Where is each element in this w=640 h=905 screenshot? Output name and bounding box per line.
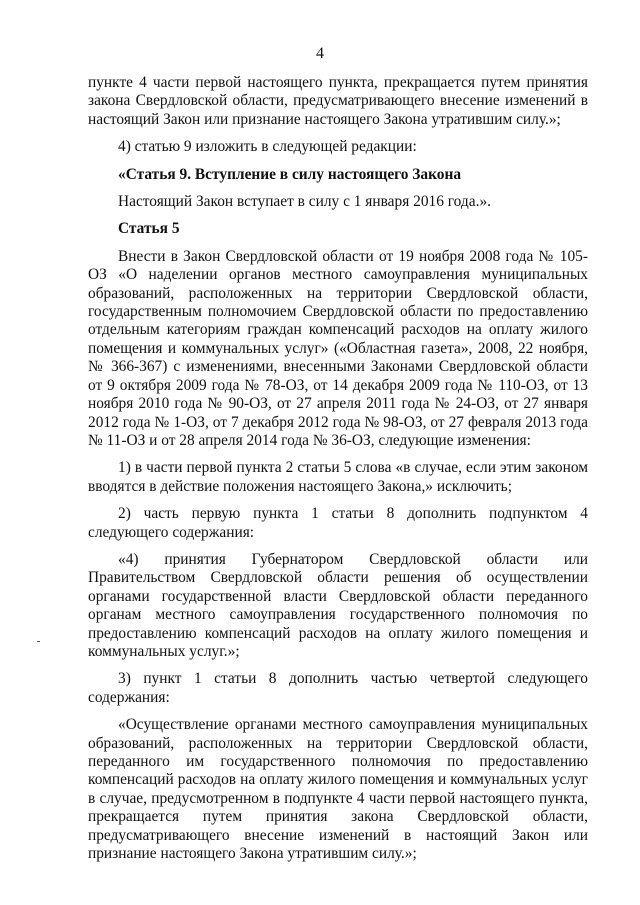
margin-mark: [37, 641, 40, 642]
amendment-item-1: 1) в части первой пункта 2 статьи 5 слова «в случае, если этим законом вводятся в действие положения настоящего Закона,» исключить;: [88, 459, 588, 495]
amendment-item-3: 3) пункт 1 статьи 8 дополнить частью четвертой следующего содержания:: [88, 670, 588, 706]
paragraph-continuation: пункте 4 части первой настоящего пункта, прекращается путем принятия закона Свердловской области, предусматривающего внесение изменений в настоящий Закон или признание настоящего Закона утратившим силу.»;: [88, 74, 588, 128]
article-5-heading: Статья 5: [118, 220, 180, 238]
paragraph-item-4: 4) статью 9 изложить в следующей редакции:: [118, 138, 417, 156]
article-5-intro: Внести в Закон Свердловской области от 19 ноября 2008 года № 105-ОЗ «О наделении органов местного самоуправления муниципальных образований, расположенных на территории Свердловской области, государственным полномочием Свердловской области по предоставлению отдельным категориям граждан компенсаций расходов на оплату жилого помещения и коммунальных услуг» («Областная газета», 2008, 22 ноября, № 366-367) с изменениями, внесенными Законами Свердловской области от 9 октября 2009 года № 78-ОЗ, от 14 декабря 2009 года № 110-ОЗ, от 13 ноября 2010 года № 90-ОЗ, от 27 апреля 2011 года № 24-ОЗ, от 27 января 2012 года № 1-ОЗ, от 7 декабря 2012 года № 98-ОЗ, от 27 февраля 2013 года № 11-ОЗ и от 28 апреля 2014 года № 36-ОЗ, следующие изменения:: [88, 247, 588, 449]
article-9-text: Настоящий Закон вступает в силу с 1 января 2016 года.».: [118, 193, 491, 211]
article-9-heading: «Статья 9. Вступление в силу настоящего Закона: [118, 165, 462, 183]
amendment-quote-part-4: «Осуществление органами местного самоуправления муниципальных образований, расположенных на территории Свердловской области, переданного им государственного полномочия по предоставлению компенсаций расходов на оплату жилого помещения и коммунальных услуг в случае, предусмотренном в подпункте 4 части первой настоящего пункта, прекращается путем принятия закона Свердловской области, предусматривающего внесение изменений в настоящий Закон или признание настоящего Закона утратившим силу.»;: [88, 716, 588, 863]
page-number: 4: [316, 45, 324, 62]
amendment-quote-subitem-4: «4) принятия Губернатором Свердловской области или Правительством Свердловской области решения об осуществлении органами государственной власти Свердловской области переданного органам местного самоуправления государственного полномочия по предоставлению компенсаций расходов на оплату жилого помещения и коммунальных услуг.»;: [88, 550, 588, 660]
document-body: [88, 74, 588, 863]
amendment-item-2: 2) часть первую пункта 1 статьи 8 дополнить подпунктом 4 следующего содержания:: [88, 505, 588, 541]
